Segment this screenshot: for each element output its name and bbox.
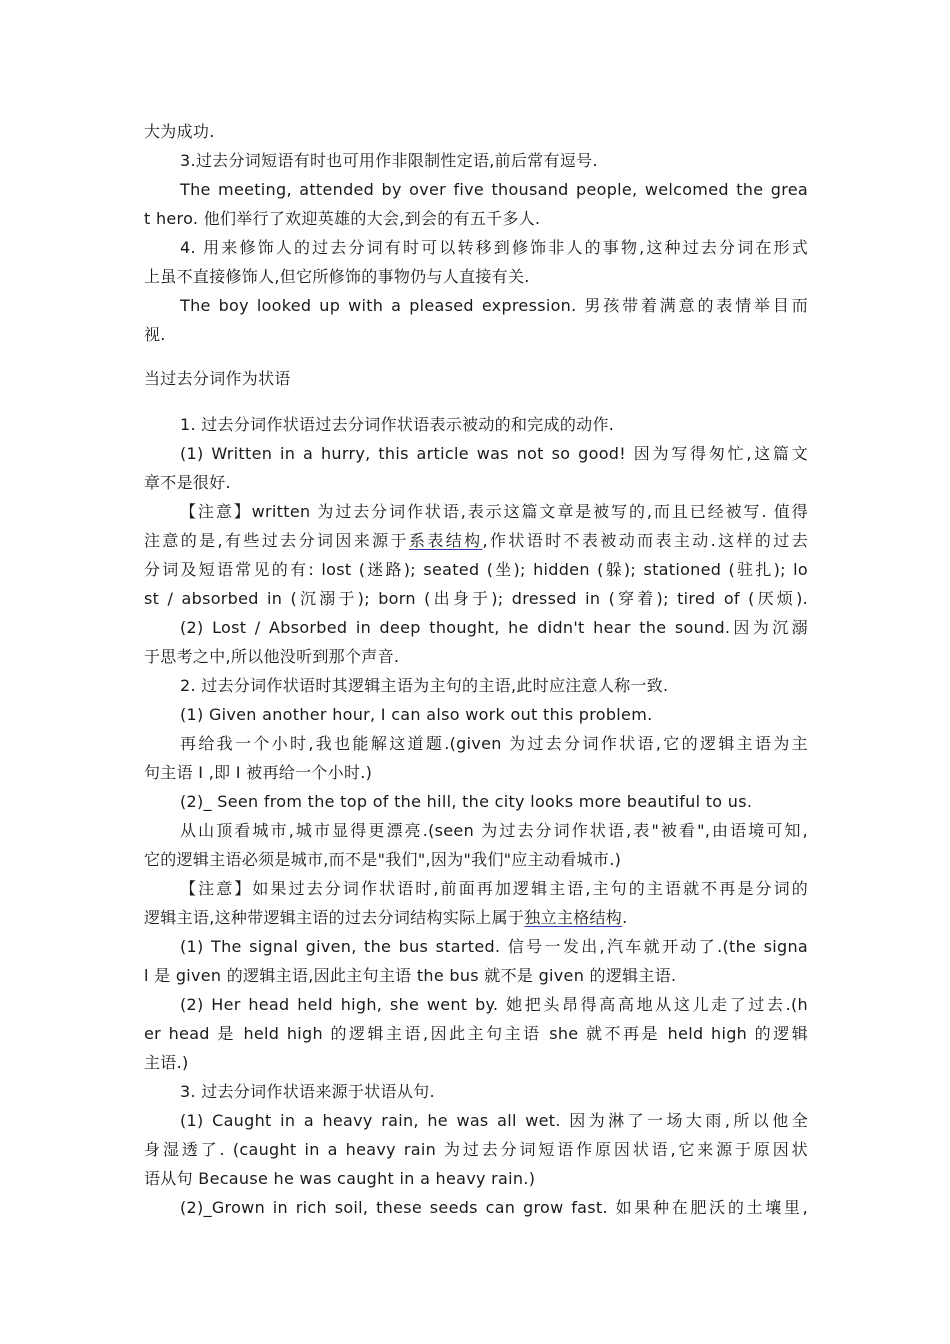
text-line: (2)_ Seen from the top of the hill, the city looks more beautiful to us. bbox=[180, 792, 753, 811]
text-line: The boy looked up with a pleased expression. 男孩带着满意的表情举目而 bbox=[180, 296, 808, 315]
text-line: 它的逻辑主语必须是城市,而不是"我们",因为"我们"应主动看城市.) bbox=[144, 850, 622, 869]
text-line: t hero. 他们举行了欢迎英雄的大会,到会的有五千多人. bbox=[144, 209, 541, 228]
text-span: . bbox=[622, 908, 628, 927]
text-line: (1) The signal given, the bus started. 信号一发出,汽车就开动了.(the signa bbox=[180, 937, 808, 956]
text-line: l 是 given 的逻辑主语,因此主句主语 the bus 就不是 given 的逻辑主语. bbox=[144, 966, 677, 985]
link-absolute-construction[interactable]: 独立主格结构 bbox=[524, 908, 623, 927]
text-line: 1. 过去分词作状语过去分词作状语表示被动的和完成的动作. bbox=[180, 415, 615, 434]
text-line: 于思考之中,所以他没听到那个声音. bbox=[144, 647, 400, 666]
text-line: 3.过去分词短语有时也可用作非限制性定语,前后常有逗号. bbox=[180, 151, 598, 170]
text-line: The meeting, attended by over five thousand people, welcomed the grea bbox=[180, 180, 808, 199]
text-line: 上虽不直接修饰人,但它所修饰的事物仍与人直接有关. bbox=[144, 267, 530, 286]
text-line: 语从句 Because he was caught in a heavy rain.) bbox=[144, 1169, 536, 1188]
text-line: (1) Given another hour, I can also work out this problem. bbox=[180, 705, 653, 724]
text-line: 句主语 I ,即 I 被再给一个小时.) bbox=[144, 763, 373, 782]
text-span: ,作状语时不表被动而表主动.这样的过去 bbox=[482, 531, 808, 550]
text-line: (2) Her head held high, she went by. 她把头昂得高高地从这儿走了过去.(h bbox=[180, 995, 808, 1014]
section-heading: 当过去分词作为状语 bbox=[144, 369, 291, 388]
text-line: 【注意】written 为过去分词作状语,表示这篇文章是被写的,而且已经被写. 值得 bbox=[180, 502, 808, 521]
text-line: 【注意】如果过去分词作状语时,前面再加逻辑主语,主句的主语就不再是分词的 bbox=[180, 879, 808, 898]
text-line bbox=[144, 906, 808, 930]
text-line: 再给我一个小时,我也能解这道题.(given 为过去分词作状语,它的逻辑主语为主 bbox=[180, 734, 808, 753]
text-line: 分词及短语常见的有: lost (迷路); seated (坐); hidden (躲); stationed (驻扎); lo bbox=[144, 560, 808, 579]
text-line: 2. 过去分词作状语时其逻辑主语为主句的主语,此时应注意人称一致. bbox=[180, 676, 669, 695]
text-line: 3. 过去分词作状语来源于状语从句. bbox=[180, 1082, 435, 1101]
text-line: (1) Written in a hurry, this article was not so good! 因为写得匆忙,这篇文 bbox=[180, 444, 808, 463]
text-line: 从山顶看城市,城市显得更漂亮.(seen 为过去分词作状语,表"被看",由语境可知, bbox=[180, 821, 808, 840]
text-line: 4. 用来修饰人的过去分词有时可以转移到修饰非人的事物,这种过去分词在形式 bbox=[180, 238, 808, 257]
text-line: 身湿透了. (caught in a heavy rain 为过去分词短语作原因状语,它来源于原因状 bbox=[144, 1140, 808, 1159]
text-span: 逻辑主语,这种带逻辑主语的过去分词结构实际上属于 bbox=[144, 908, 525, 927]
text-span: 注意的是,有些过去分词因来源于 bbox=[144, 531, 409, 550]
text-line: 章不是很好. bbox=[144, 473, 231, 492]
text-line: (2) Lost / Absorbed in deep thought, he didn't hear the sound.因为沉溺 bbox=[180, 618, 808, 637]
text-line: er head 是 held high 的逻辑主语,因此主句主语 she 就不再是 held high 的逻辑 bbox=[144, 1024, 808, 1043]
text-line: st / absorbed in (沉溺于); born (出身于); dressed in (穿着); tired of (厌烦). bbox=[144, 589, 808, 608]
text-line: (2)_Grown in rich soil, these seeds can grow fast. 如果种在肥沃的土壤里, bbox=[180, 1198, 808, 1217]
text-line: 大为成功. bbox=[144, 122, 215, 141]
text-line: (1) Caught in a heavy rain, he was all wet. 因为淋了一场大雨,所以他全 bbox=[180, 1111, 808, 1130]
text-line bbox=[144, 529, 808, 553]
text-line: 主语.) bbox=[144, 1053, 189, 1072]
text-line: 视. bbox=[144, 325, 166, 344]
link-copula-structure[interactable]: 系表结构 bbox=[408, 531, 483, 550]
